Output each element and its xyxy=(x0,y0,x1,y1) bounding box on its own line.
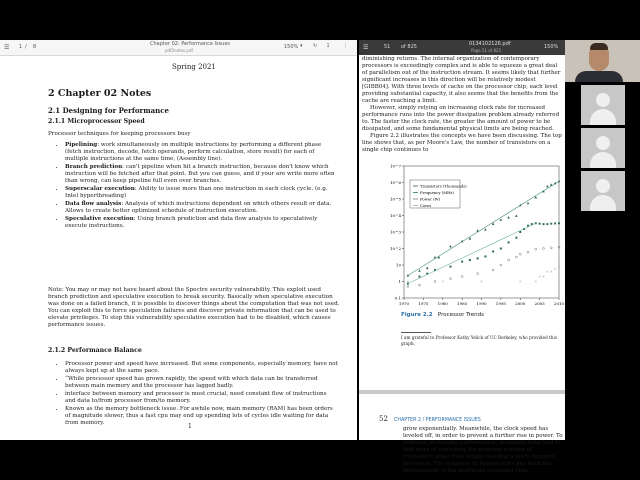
technique-list xyxy=(56,142,338,231)
legend-label: Transistors (Thousands) xyxy=(420,183,467,189)
download-icon[interactable]: ↧ xyxy=(326,43,331,49)
technique-item xyxy=(65,186,338,200)
x-tick-label: 2005 xyxy=(534,301,545,306)
zoom-select[interactable]: 150% xyxy=(284,44,299,50)
technique-desc: : work simultaneously on multiple instructions by performing a different phase (fetch instruction, decode, fetch operands, perform calculation, store result) for each of multiple instructions at the same time, (Assembly line). xyxy=(65,142,322,162)
page-separator: / xyxy=(25,44,27,50)
page-total: 8 xyxy=(33,44,37,50)
technique-term: Pipelining xyxy=(65,142,98,148)
balance-item: • Known as the memory bottleneck issue. For awhile now, main memory (RAM) has been orders of magnitude slower, thus a fast cpu may end up spending lots of cycles idle waiting for data from memory. xyxy=(65,406,338,427)
right-pdf-viewer xyxy=(359,40,565,474)
balance-list xyxy=(56,361,338,428)
technique-desc: : Ability to issue more than one instruction in each clock cycle. (e.g. Intel hyperthreading) xyxy=(65,186,328,199)
sidebar-toggle-icon[interactable]: ☰ xyxy=(4,44,10,51)
y-tick-label: 10^6 xyxy=(390,180,401,185)
page52-text: grow exponentially. Meanwhile, the clock speed has leveled off, in order to prevent a further rise in power. To continue increasing performance, designers have had to find ways of exploiting the growing number of transistors other than simply building a more complex processor. The response in recent years has been the development of the multicore computer chip. xyxy=(403,426,563,474)
x-tick-label: 1990 xyxy=(476,301,487,306)
technique-term: Speculative execution xyxy=(65,216,134,222)
technique-term: Data flow analysis xyxy=(65,201,122,207)
y-tick-label: 10^3 xyxy=(390,229,401,235)
figure-caption xyxy=(401,312,484,319)
processor-trends-chart xyxy=(359,158,565,308)
zoom-select[interactable]: 150% xyxy=(544,44,559,50)
right-toolbar xyxy=(359,40,565,56)
x-tick-label: 2000 xyxy=(515,301,526,306)
page52-header: CHAPTER 2 / PERFORMANCE ISSUES xyxy=(394,418,481,423)
document-title: Chapter 02: Performance Issues xyxy=(150,41,231,47)
sidebar-toggle-icon[interactable]: ☰ xyxy=(363,44,369,51)
frequency-point xyxy=(550,223,552,225)
participant-tile-3[interactable] xyxy=(581,171,625,211)
subsection-heading-2: 2.1.2 Performance Balance xyxy=(48,347,142,354)
left-pdf-page xyxy=(0,56,357,440)
frequency-point xyxy=(558,222,560,224)
document-subtitle: Page 51 of 825 xyxy=(471,48,502,53)
figure-label: Figure 2.2 xyxy=(401,312,433,318)
section-heading: 2.1 Designing for Performance xyxy=(48,106,169,115)
page-number-input[interactable]: 1 xyxy=(19,44,23,50)
participant-tile-2[interactable] xyxy=(581,128,625,168)
frequency-point xyxy=(419,276,421,278)
top-paragraph: diminishing returns. The internal organization of contemporary processors is exceedingly complex and is able to squeeze a great deal of parallelism out of the instruction stream. It seems likely that further significant increases in this direction will be relatively modest [GIBB04]. With three levels of cache on the processor chip, each level providing substantial capacity, it also seems that the benefits from the cache are reaching a limit. xyxy=(362,56,561,104)
frequency-point xyxy=(477,257,479,259)
chevron-down-icon[interactable]: ▾ xyxy=(300,43,303,49)
frequency-point xyxy=(515,237,517,239)
avatar-head-icon xyxy=(596,136,610,150)
frequency-point xyxy=(546,223,548,225)
x-tick-label: 1980 xyxy=(437,301,448,306)
right-pdf-page-52 xyxy=(359,394,565,474)
more-options-icon[interactable]: ⋮ xyxy=(343,43,348,49)
avatar-body-icon xyxy=(590,152,616,168)
video-call-strip xyxy=(565,40,640,210)
x-tick-label: 1995 xyxy=(495,301,506,306)
y-tick-label: 10^5 xyxy=(390,196,401,202)
page52-number: 52 xyxy=(379,415,388,423)
figure-caption-text: Processor Trends xyxy=(437,312,485,318)
page-number: 1 xyxy=(188,423,192,430)
avatar-body-icon xyxy=(590,195,616,211)
x-tick-label: 1970 xyxy=(398,301,410,306)
frequency-point xyxy=(554,222,556,224)
frequency-point xyxy=(543,223,545,225)
power-paragraph: However, simply relying on increasing clock rate for increased performance runs into the power dissipation problem already referred to. The faster the clock rate, the greater the amount of power to be dissipated, and some fundamental physical limits are being reached. xyxy=(362,105,560,132)
technique-item xyxy=(65,216,338,230)
avatar-head-icon xyxy=(596,93,610,107)
legend-label: Frequency (MHz) xyxy=(420,190,454,195)
page-total: of 825 xyxy=(401,44,417,50)
legend-label: Power (W) xyxy=(420,196,441,202)
chapter-heading: 2 Chapter 02 Notes xyxy=(48,88,152,99)
avatar-head-icon xyxy=(596,179,610,193)
technique-desc: : Analysis of which instructions dependent on which others result or data. Allows to create better optimized schedule of instruction execution. xyxy=(65,201,332,214)
x-tick-label: 1985 xyxy=(457,301,468,306)
right-pdf-page-51 xyxy=(359,55,565,390)
technique-desc: : can't pipeline when hit a branch instruction, because don't know which instruction will be fetched after that point. But you can guess, and if your are write more often than wrong, can keep pipeline full even over branches. xyxy=(65,164,335,184)
frequency-point xyxy=(539,223,541,225)
frequency-point xyxy=(461,261,463,263)
frequency-point xyxy=(450,266,452,268)
footnote-rule xyxy=(401,332,431,333)
document-subtitle: pdf2notes.pdf xyxy=(165,48,193,53)
avatar-body-icon xyxy=(590,109,616,125)
technique-term: Branch prediction xyxy=(65,164,123,170)
left-pdf-viewer xyxy=(0,40,357,440)
balance-item: • Processor power and speed have increased. But some components, especially memory, have not always kept up at the same pace. xyxy=(65,361,338,375)
y-tick-label: 10^7 xyxy=(390,163,401,169)
balance-item: • interface between memory and processor is most crucial, need constant flow of instructions and data to/from processor from/to memory. xyxy=(65,391,338,405)
intro-text: Processor techniques for keeping processors busy xyxy=(48,131,191,137)
left-toolbar xyxy=(0,40,357,56)
page-number-input[interactable]: 51 xyxy=(384,44,391,50)
person-hair xyxy=(590,43,608,50)
subsection-heading: 2.1.1 Microprocessor Speed xyxy=(48,118,145,125)
participant-tile-1[interactable] xyxy=(581,85,625,125)
figure-intro-paragraph: Figure 2.2 illustrates the concepts we have been discussing. The top line shows that, as per Moore's Law, the number of transistors on a single chip continues to xyxy=(362,133,562,153)
spectre-note: Note: You may or may not have heard about the Spectre security vulnerability. This exploit used branch prediction and speculative execution to break security. Basically when speculative execution was done on a failed branch, it is possible to discover things about the computation that was not used. You can exploit this to force speculation failures and discover private information that can be used to elevate privileges. To stop this vulnerability speculative execution had to be disabled, which causes performance issues. xyxy=(48,287,340,328)
legend-label: Cores xyxy=(420,203,432,208)
frequency-point xyxy=(508,241,510,243)
frequency-point xyxy=(469,259,471,261)
frequency-point xyxy=(484,255,486,257)
y-tick-label: 1 xyxy=(398,279,401,284)
y-tick-label: 0.1 xyxy=(394,295,401,301)
x-tick-label: 1975 xyxy=(418,301,429,306)
y-tick-label: 10^2 xyxy=(390,246,401,251)
y-tick-label: 10 xyxy=(395,262,401,268)
frequency-point xyxy=(519,231,521,233)
technique-term: Superscalar execution xyxy=(65,186,135,192)
active-speaker-video[interactable] xyxy=(565,40,640,82)
document-title: 0134102126.pdf xyxy=(469,41,511,47)
person-shoulders xyxy=(575,71,623,82)
term-label: Spring 2021 xyxy=(172,63,216,71)
x-tick-label: 2010 xyxy=(553,301,565,306)
balance-item: • “While processor speed has grown rapidly, the speed with which data can be transferred between main memory and the processor has lagged badly. xyxy=(65,376,338,390)
footnote: I am grateful to Professor Kathy Yelick of UC Berkeley, who provided this graph. xyxy=(401,335,557,346)
frequency-point xyxy=(492,250,494,252)
technique-desc: : Using branch prediction and data flow analysis to speculatively execute instructions. xyxy=(65,216,318,229)
frequency-point xyxy=(500,248,502,250)
technique-item xyxy=(65,142,338,163)
y-tick-label: 10^4 xyxy=(390,213,401,218)
technique-item xyxy=(65,201,338,215)
technique-item xyxy=(65,164,338,185)
rotate-icon[interactable]: ↻ xyxy=(313,43,318,49)
